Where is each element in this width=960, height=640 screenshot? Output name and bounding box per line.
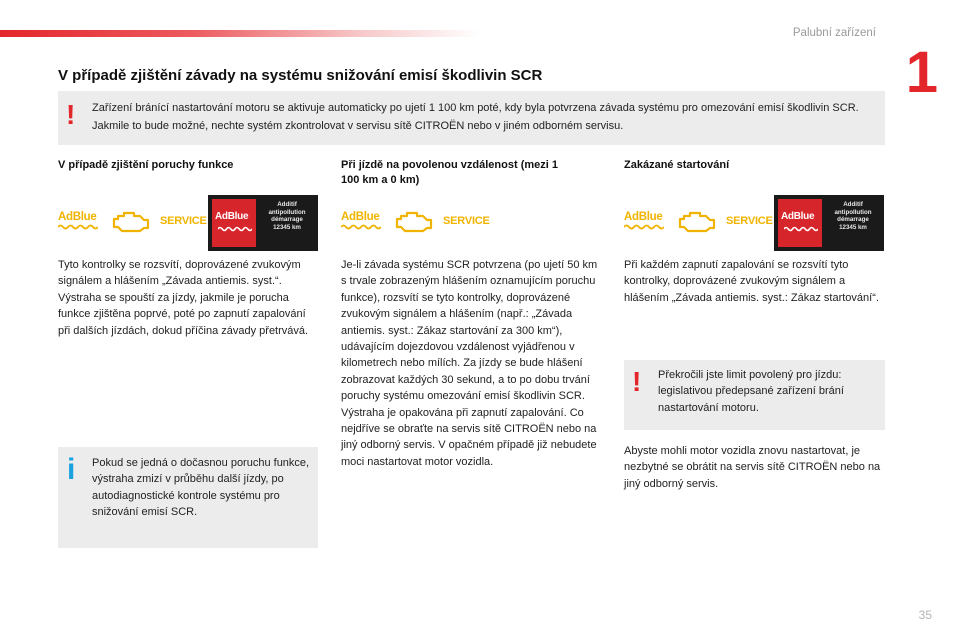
wave-icon	[58, 224, 98, 230]
info-box	[58, 447, 318, 548]
adblue-word: AdBlue	[58, 211, 97, 223]
adblue-warning-icon	[341, 211, 385, 233]
col1-telltales	[58, 195, 320, 251]
col2-telltales	[341, 195, 603, 251]
col1-text: Tyto kontrolky se rozsvítí, doprovázené zvukovým signálem a hlášením „Závada antiemis. syst.“. Výstraha se spouští za jízdy, jakmile je porucha funkce zjištěna poprvé, poté po zapnutí zapalování při dalších jízdách, dokud příčina závady přetrvává.	[58, 259, 309, 337]
col3-heading: Zakázané startování	[624, 159, 730, 171]
chapter-number: 1	[905, 40, 938, 105]
service-warning-icon: SERVICE	[443, 215, 490, 227]
instrument-display	[208, 195, 318, 251]
col3-after-text: Abyste mohli motor vozidla znovu nastartovat, je nezbytné se obrátit na servis sítě CITROËN nebo na jiný odborný servis.	[624, 445, 881, 490]
wave-icon	[624, 224, 664, 230]
engine-check-icon	[112, 207, 152, 235]
col3-telltales	[624, 195, 886, 251]
page-title: V případě zjištění závady na systému snižování emisí škodlivin SCR	[58, 67, 543, 84]
display-adblue-panel	[778, 199, 822, 247]
page-number: 35	[918, 608, 932, 622]
col2-text: Je-li závada systému SCR potvrzena (po ujetí 50 km s trvale zobrazeným hlášením oznamujícím poruchu funkce), rozsvítí se tyto kontrolky, doprovázené zvukovým signálem a hlášením (např.: „Závada antiemis. syst.: Zákaz startování za 300 km“), udávajícím dojezdovou vzdálenost vyjádřenou v kilometrech nebo mílích. Za jízdy se bude hlášení zobrazovat každých 30 sekund, a to po dobu trvání poruchy systému omezování emisí škodlivin SCR. Výstraha je opakována při zapnutí zapalování. Co nejdříve se obraťte na servis sítě CITROËN nebo na jiný odborný servis. V opačném případě již nebudete moci nastartovat motor vozidla.	[341, 259, 598, 468]
instrument-display	[774, 195, 884, 251]
info-box-text: Pokud se jedná o dočasnou poruchu funkce, výstraha zmizí v průběhu další jízdy, po autodiagnostické kontrole systému pro snižování emisí SCR.	[92, 457, 310, 519]
adblue-word: AdBlue	[341, 211, 380, 223]
wave-icon	[218, 226, 252, 232]
service-warning-icon: SERVICE	[726, 215, 773, 227]
info-icon: i	[67, 453, 76, 486]
engine-check-icon	[678, 207, 718, 235]
col2-heading: Při jízdě na povolenou vzdálenost (mezi 1 100 km a 0 km)	[341, 159, 558, 186]
exclamation-warning-icon: !	[66, 99, 76, 130]
col3-text: Při každém zapnutí zapalování se rozsvítí tyto kontrolky, doprovázené zvukovým signálem a hlášením „Závada antiemis. syst.: Zákaz startování“.	[624, 259, 879, 304]
top-warning-text: Zařízení bránící nastartování motoru se aktivuje automaticky po ujetí 1 100 km poté, kdy byla potvrzena závada systému pro omezování emisí škodlivin SCR. Jakmile to bude možné, nechte systém zkontrolovat v servisu sítě CITROËN nebo v jiném odborném servisu.	[92, 102, 859, 132]
section-label: Palubní zařízení	[792, 27, 876, 39]
top-warning-box	[58, 91, 885, 145]
display-adblue-panel	[212, 199, 256, 247]
display-message: Additif antipollution démarrage 12345 km	[834, 201, 872, 231]
service-warning-icon: SERVICE	[160, 215, 207, 227]
header-accent-bar	[0, 30, 480, 37]
adblue-word: AdBlue	[624, 211, 663, 223]
adblue-warning-icon	[58, 211, 102, 233]
prohibited-start-warning-box	[624, 360, 885, 430]
exclamation-warning-icon: !	[632, 366, 642, 397]
col1-heading: V případě zjištění poruchy funkce	[58, 159, 234, 171]
engine-check-icon	[395, 207, 435, 235]
display-adblue-word: AdBlue	[781, 211, 815, 222]
prohibited-start-warning-text: Překročili jste limit povolený pro jízdu: legislativou předepsané zařízení brání nastartování motoru.	[658, 369, 844, 414]
adblue-warning-icon	[624, 211, 668, 233]
wave-icon	[784, 226, 818, 232]
display-adblue-word: AdBlue	[215, 211, 249, 222]
display-message: Additif antipollution démarrage 12345 km	[268, 201, 306, 231]
wave-icon	[341, 224, 381, 230]
